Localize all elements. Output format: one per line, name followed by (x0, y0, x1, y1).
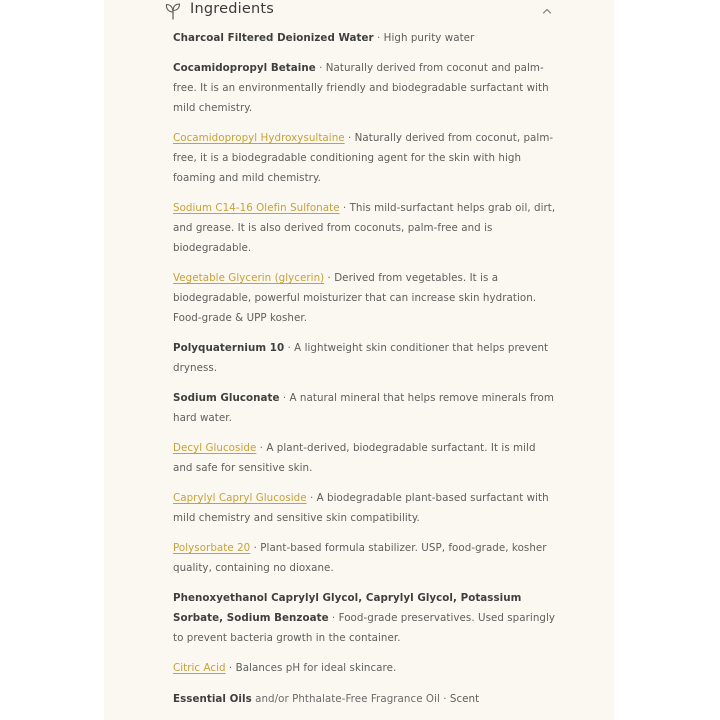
ingredient-separator: · (250, 542, 261, 555)
ingredient-description: Balances pH for ideal skincare. (235, 662, 397, 675)
section-title: Ingredients (190, 1, 275, 17)
ingredient-description: A lightweight skin conditioner that helps prevent dryness. (173, 341, 549, 374)
ingredient-name-link[interactable]: Citric Acid (173, 662, 226, 675)
ingredient-description: A natural mineral that helps remove minerals from hard water. (173, 391, 554, 424)
ingredient-name-link[interactable]: Caprylyl Capryl Glucoside (173, 492, 307, 505)
ingredient-description: High purity water (383, 32, 475, 44)
ingredient-item (173, 659, 558, 679)
ingredient-description: Plant-based formula stabilizer. USP, food-grade, kosher quality, containing no dioxane. (173, 542, 547, 575)
chevron-up-icon[interactable] (541, 6, 553, 16)
ingredient-item (173, 539, 558, 579)
ingredient-name-link[interactable]: Polysorbate 20 (173, 542, 251, 555)
ingredient-name: Sodium Gluconate (173, 391, 280, 404)
ingredient-item (173, 489, 558, 529)
ingredient-item (173, 59, 558, 118)
ingredient-description: Scent (449, 692, 480, 705)
ingredient-separator: · (284, 341, 295, 354)
ingredient-separator: · (279, 391, 290, 404)
ingredient-separator: · (328, 612, 339, 625)
ingredient-separator: · (306, 492, 317, 505)
ingredient-description: Food-grade preservatives. Used sparingly to prevent bacteria growth in the container. (173, 612, 556, 644)
ingredient-item (173, 269, 558, 328)
ingredient-item (173, 589, 558, 648)
ingredients-accordion-header[interactable] (160, 0, 560, 24)
ingredient-name: Phenoxyethanol Caprylyl Glycol, Caprylyl Glycol, Potassium Sorbate, Sodium Benzoate (173, 592, 522, 625)
ingredient-separator: · (339, 202, 350, 215)
ingredient-name: Essential Oils (173, 692, 252, 705)
ingredient-item (173, 199, 558, 258)
ingredient-separator: · (344, 132, 355, 145)
ingredient-description: Naturally derived from coconut and palm-free. It is an environmentally friendly and biodegradable surfactant with mild chemistry. (173, 62, 549, 114)
ingredient-list (173, 29, 558, 720)
ingredient-item (173, 29, 558, 49)
ingredient-separator: · (373, 32, 384, 44)
ingredient-name-link[interactable]: Cocamidopropyl Hydroxysultaine (173, 132, 345, 145)
ingredient-description: A biodegradable plant-based surfactant with mild chemistry and sensitive skin compatibility. (173, 492, 549, 524)
ingredient-item (173, 129, 558, 188)
ingredient-name-link[interactable]: Sodium C14-16 Olefin Sulfonate (173, 202, 340, 215)
ingredient-description: Naturally derived from coconut, palm-free, it is a biodegradable conditioning agent for the skin with high foaming and mild chemistry. (173, 132, 554, 184)
ingredient-separator: · (315, 62, 326, 75)
ingredient-description: A plant-derived, biodegradable surfactant. It is mild and safe for sensitive skin. (173, 442, 536, 474)
leaf-icon (164, 2, 182, 20)
ingredient-item (173, 339, 558, 379)
ingredient-description: Derived from vegetables. It is a biodegradable, powerful moisturizer that can increase skin hydration. Food-grade & UPP kosher. (173, 271, 537, 324)
ingredient-item (173, 690, 558, 710)
ingredient-separator: and/or Phthalate-Free Fragrance Oil · (251, 692, 450, 705)
ingredient-name-link[interactable]: Vegetable Glycerin (glycerin) (173, 271, 325, 284)
ingredient-name: Polyquaternium 10 (173, 341, 285, 354)
ingredient-name-link[interactable]: Decyl Glucoside (173, 442, 257, 455)
ingredient-item (173, 439, 558, 479)
ingredient-separator: · (225, 662, 236, 675)
ingredient-name: Charcoal Filtered Deionized Water (173, 32, 374, 44)
ingredient-separator: · (256, 442, 267, 455)
ingredient-name: Cocamidopropyl Betaine (173, 62, 316, 75)
ingredient-separator: · (324, 271, 335, 284)
ingredient-item (173, 389, 558, 429)
ingredient-description: This mild-surfactant helps grab oil, dirt, and grease. It is also derived from coconuts, palm-free and is biodegradable. (173, 202, 556, 254)
